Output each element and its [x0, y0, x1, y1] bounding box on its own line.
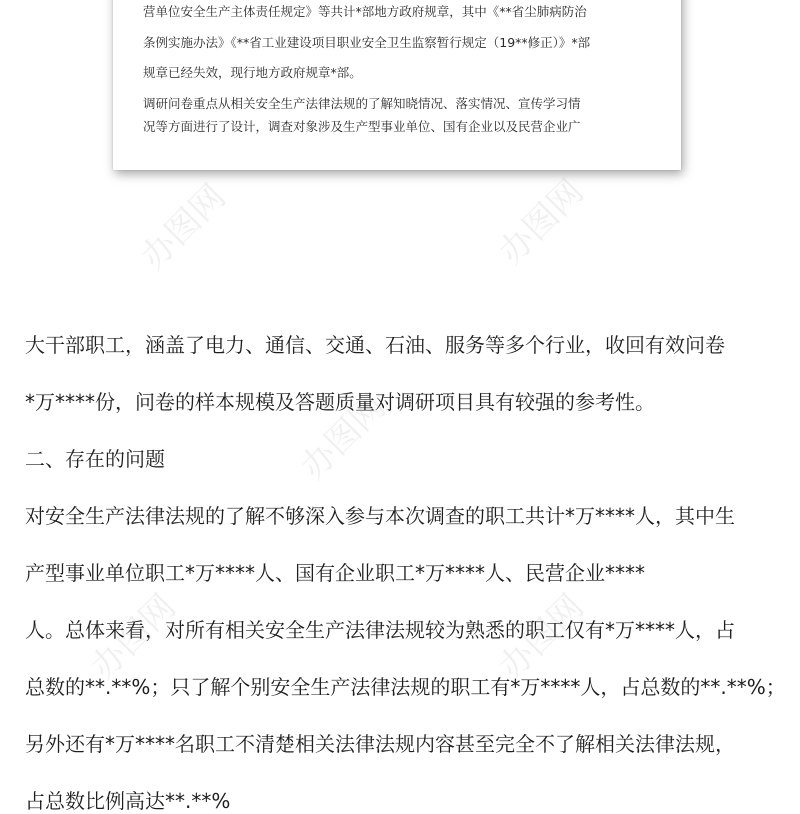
card-text-line: 调研问卷重点从相关安全生产法律法规的了解知晓情况、落实情况、宣传学习情 — [143, 96, 581, 111]
page-preview-card — [113, 0, 681, 170]
body-text-line: *万****份，问卷的样本规模及答题质量对调研项目具有较强的参考性。 — [25, 390, 655, 414]
body-text-line: 人。总体来看，对所有相关安全生产法律法规较为熟悉的职工仅有*万****人，占 — [25, 618, 735, 642]
card-text-line: 规章已经失效，现行地方政府规章*部。 — [143, 65, 362, 80]
card-text-line: 条例实施办法》《**省工业建设项目职业安全卫生监察暂行规定（19**修正）》*部 — [143, 35, 591, 50]
body-text-line: 大干部职工，涵盖了电力、通信、交通、石油、服务等多个行业，收回有效问卷 — [25, 333, 725, 357]
watermark: 办图网 — [293, 386, 394, 488]
watermark: 办图网 — [133, 176, 234, 278]
body-text-line: 产型事业单位职工*万****人、国有企业职工*万****人、民营企业**** — [25, 561, 645, 585]
body-text-line: 占总数比例高达**.**% — [25, 789, 231, 813]
card-text-line: 营单位安全生产主体责任规定》等共计*部地方政府规章，其中《**省尘肺病防治 — [143, 4, 587, 19]
body-text-line: 总数的**.**%；只了解个别安全生产法律法规的职工有*万****人，占总数的**.**%； — [25, 675, 786, 699]
watermark: 办图网 — [83, 586, 184, 688]
body-text-line: 另外还有*万****名职工不清楚相关法律法规内容甚至完全不了解相关法律法规， — [25, 732, 735, 756]
body-text-line: 对安全生产法律法规的了解不够深入参与本次调查的职工共计*万****人，其中生 — [25, 504, 735, 528]
watermark: 办图网 — [491, 171, 592, 273]
watermark: 办图网 — [491, 586, 592, 688]
card-text-line: 况等方面进行了设计，调查对象涉及生产型事业单位、国有企业以及民营企业广 — [143, 119, 581, 134]
section-heading: 二、存在的问题 — [25, 447, 165, 471]
